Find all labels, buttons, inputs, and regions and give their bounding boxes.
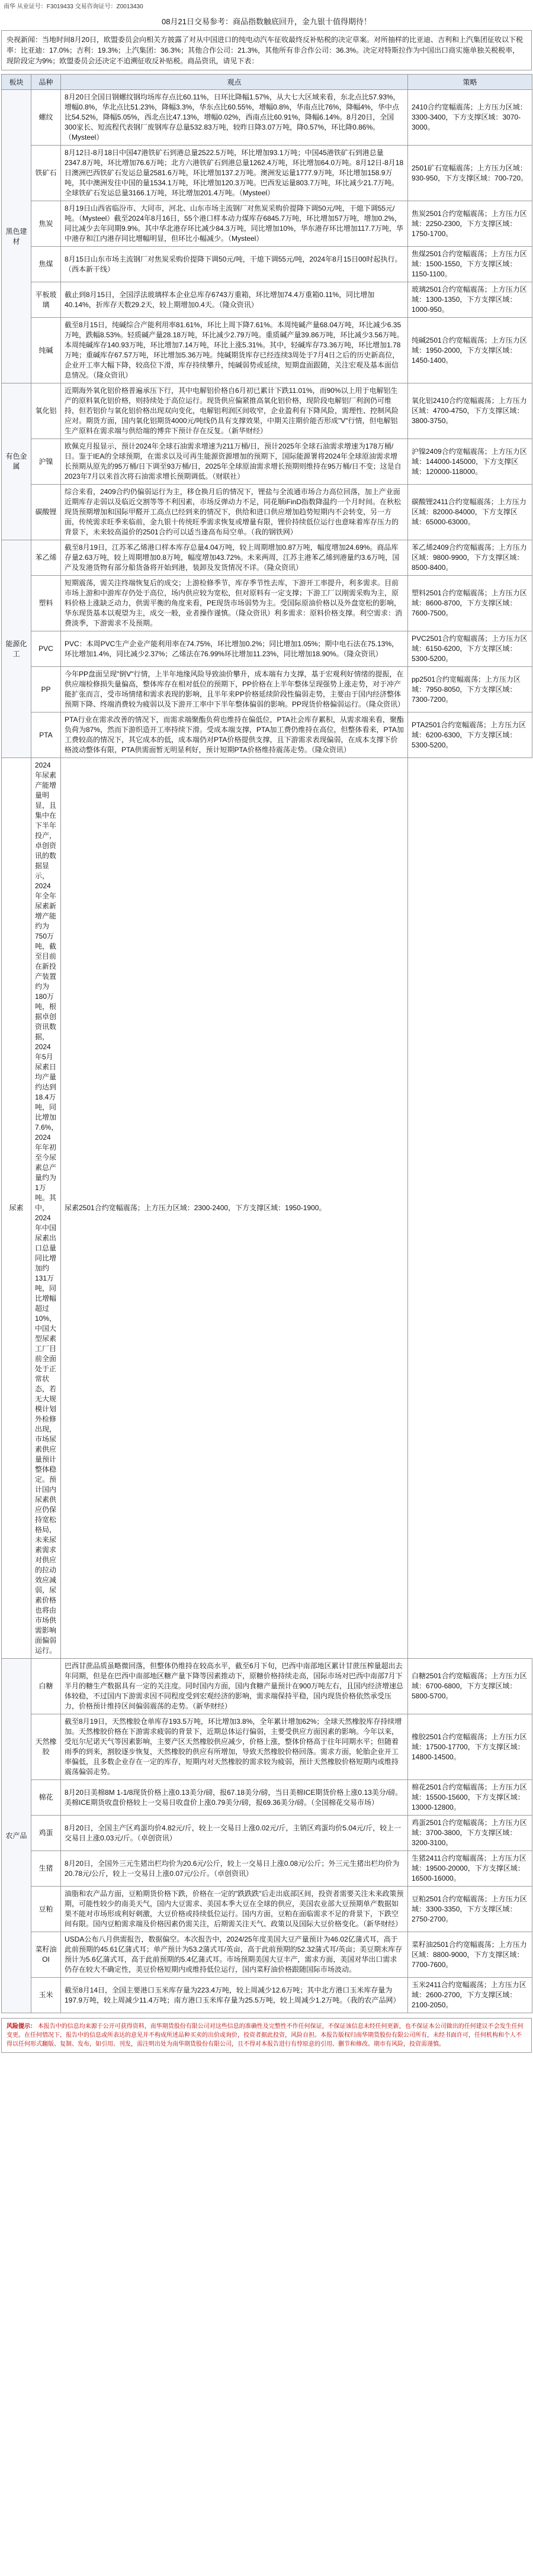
commodity-table <box>1 74 532 2013</box>
observation-cell: PVC：本周PVC生产企业产能利用率在74.75%，环比增加0.2%；同比增加1.05%；期中电石法在75.13%，环比增加1.4%，同比减少2.37%；乙烯法在76.99%环比增加11.23%，同比增加18.90%。（隆众资讯） <box>61 631 408 667</box>
observation-cell: 截至8月14日，全国主要港口玉米库存量为223.4万吨，较上周减少12.6万吨；其中北方港口玉米库存量为197.9万吨，较上周减少11.4万吨；南方港口玉米库存量为25.5万吨，较上周减少1.2万吨。（我的农产品网） <box>61 1978 408 2013</box>
variety-cell: 塑料 <box>31 576 61 631</box>
observation-cell: 油脂和农产品方面，豆粕期货价格下跌，价格在一定的"跌跌跌"后走出底部区间，投资者需要关注未来政策预期，可能性较少的南美天气，国内大豆需求、美国本季大豆在全球的供应，美国农业部大豆预期单产数据如果不能对市场形成利好刺激，大豆价格或持续低位运行。国内方面，豆粕在面临需求不足的背景下，下跌空间有限。国内豆粕需求端及价格因素仍需关注，后期需关注天气、政策以及国际大豆价格变化。（新华财经） <box>61 1887 408 1932</box>
table-row <box>2 1714 532 1780</box>
variety-cell: PTA <box>31 712 61 758</box>
risk-text: 本报告中的信息均来源于公开可获得资料，南华期货股份有限公司对这些信息的准确性及完整性不作任何保证，不保证该信息未经任何更新，也不保证本公司做出的任何建议不会发生任何变更。在任何情况下，报告中的信息或所表达的意见并不构成所述品种买卖的出价或询价，投资者据此投资，风险自担。本报告版权归南华期货股份有限公司所有，未经书面许可，任何机构和个人不得以任何形式翻版、复制、发布，如引用、刊发，需注明出处为南华期货股份有限公司，且不得对本报告进行有悖原意的引用、删节和修改。期市有风险，投资需谨慎。 <box>7 2023 524 2048</box>
table-row <box>2 1659 532 1714</box>
table-row <box>2 667 532 712</box>
company-name: 南华 <box>4 4 15 10</box>
observation-cell: 8月12日-8月18日中国47港铁矿石到港总量2522.5万吨，环比增加93.1万吨；中国45港铁矿石到港总量2347.8万吨，环比增加76.6万吨；北方六港铁矿石到港总量1262.4万吨，环比增加64.0万吨。8月12日-8月18日澳洲巴西铁矿石发运总量2581.6万吨，环比增加137.2万吨。澳洲发运量1777.9万吨，环比增加158.9万吨，其中澳洲发往中国的量1534.1万吨，环比增加120.3万吨。巴西发运量803.7万吨，环比减少21.7万吨。全球铁矿石发运总量3166.1万吨，环比增加201.4万吨。（Mysteel） <box>61 146 408 201</box>
strategy-cell: 沪镍2409合约宽幅震荡；上方压力区域：144000-145000，下方支撑区域：120000-118000。 <box>408 439 532 485</box>
strategy-cell: 豆粕2501合约宽幅震荡；上方压力区域：3300-3350，下方支撑区域：2750-2700。 <box>408 1887 532 1932</box>
sector-cell: 有色金属 <box>2 383 31 540</box>
variety-cell: 玉米 <box>31 1978 61 2013</box>
variety-cell: 生猪 <box>31 1851 61 1887</box>
variety-cell: 白糖 <box>31 1659 61 1714</box>
variety-cell: PVC <box>31 631 61 667</box>
table-row <box>2 247 532 282</box>
header-line <box>0 0 533 13</box>
table-row <box>2 576 532 631</box>
strategy-cell: 2501矿石宽幅震荡；上方压力区域：930-950，下方支撑区域：700-720。 <box>408 146 532 201</box>
strategy-cell: 氧化铝2410合约宽幅震荡；上方压力区域：4700-4750，下方支撑区域：3800-3750。 <box>408 383 532 439</box>
strategy-cell: PVC2501合约宽幅震荡；上方压力区域：6150-6200，下方支撑区域：5300-5200。 <box>408 631 532 667</box>
sector-cell: 黑色建材 <box>2 90 31 383</box>
risk-label: 风险提示： <box>7 2023 36 2030</box>
table-row <box>2 146 532 201</box>
variety-cell: 鸡蛋 <box>31 1816 61 1851</box>
table-row <box>2 1978 532 2013</box>
observation-cell: 短期震荡，需关注终端恢复后的成交；上游检修季节，库存季节性去库，下游开工率提升，利多需求。目前市场上游和中游库存仍处于高位，场内供应较为宽松，但对原料有一定支撑；下游工厂以刚需采购为主，原料价格上涨缺乏动力，供需平衡的角度来看，PE现货市场弱势为主。受国际原油价格以及外盘宽松的影响，华东现货基本以观望为主，成交一般，业者操作谨慎。（隆众资讯）利多需求：原料价格支撑。利空需求：消费淡季，下游需求不及预期。 <box>61 576 408 631</box>
strategy-cell: 橡胶2501合约宽幅震荡；上方压力区域：17500-17700，下方支撑区域：14800-14500。 <box>408 1714 532 1780</box>
table-row <box>2 1887 532 1932</box>
table-row <box>2 201 532 247</box>
observation-cell: 近期海外氧化铝价格普遍承压下行，其中电解铝价格自6月初已累计下跌11.01%，而90%以上用于电解铝生产的原料氧化铝价格，则持续处于高位运行。现货供应偏紧推高氧化铝价格，现阶段电解铝厂利润仍可维持，但若铝价与氧化铝价格出现双向变化，电解铝利润区间收窄，企业盈利有下降风险，需理性、控制风险应对。期货方面，国内氧化铝期货4000元/吨线仍具有支撑效果，中期关注期价能否形成"V"行情，但电解铝生产原料在需求端与供给端的博弈下预计存在反复。（新华财经） <box>61 383 408 439</box>
strategy-cell: 白糖2501合约宽幅震荡；上方压力区域：6700-6800，下方支撑区域：5800-5700。 <box>408 1659 532 1714</box>
variety-cell: 碳酸锂 <box>31 485 61 540</box>
variety-cell: 纯碱 <box>31 318 61 383</box>
variety-cell: 焦炭 <box>31 201 61 247</box>
strategy-cell: 玻璃2501合约宽幅震荡；上方压力区域：1300-1350，下方支撑区域：1000-950。 <box>408 282 532 318</box>
sector-cell: 能源化工 <box>2 540 31 758</box>
sector-cell: 农产品 <box>2 1659 31 2013</box>
strategy-cell: 生猪2411合约宽幅震荡；上方压力区域：19500-20000，下方支撑区域：16500-16000。 <box>408 1851 532 1887</box>
strategy-cell: 纯碱2501合约宽幅震荡；上方压力区域：1950-2000，下方支撑区域：1450-1400。 <box>408 318 532 383</box>
table-header-row <box>2 75 532 90</box>
observation-cell: 截至8月19日，天然橡胶仓单库存193.5万吨，环比增加3.8%，全年累计增加62%；全球天然橡胶库存持续增加。天然橡胶价格在下游需求疲弱的背景下，近期总体运行偏弱，主要受供应方面因素的影响。今年以来，受厄尔尼诺天气等因素影响，主要产区天然橡胶供应减少，价格上涨，整体价格高于往年同期水平；但随着雨季的到来，割胶逐步恢复，天然橡胶的供应有所增加，导致天然橡胶价格回落。需求方面，轮胎企业开工率偏低，且多数企业存在一定的库存，短期内对天然橡胶的需求较为疲弱，预计天然橡胶价格短期内或维持震荡偏弱走势。 <box>61 1714 408 1780</box>
observation-cell: 8月20日美棉8M 1-1/8现货价格上涨0.13美分/磅，报67.18美分/磅，当日美棉ICE期货价格上涨0.13美分/磅。美棉ICE期货收盘价格较上一交易日收盘价上涨0.79美分/磅，报69.36美分/磅。（全国棉花交易市场） <box>61 1780 408 1816</box>
variety-cell: 棉花 <box>31 1780 61 1816</box>
license-number: 从业证号：F3019433 <box>17 4 73 10</box>
table-row <box>2 1851 532 1887</box>
table-row <box>2 758 532 1659</box>
advisor-number: 交易咨询证号：Z0013430 <box>75 4 143 10</box>
variety-cell: 尿素 <box>2 758 31 1659</box>
observation-cell: 2024年尿素产能增量明显，且集中在下半年投产，卓创资讯的数据显示，2024年全年尿素新增产能约为750万吨，截至目前在新投产装置约为180万吨，根据卓创资讯数据，2024年5月尿素日均产量约达到18.4万吨，同比增加7.6%，2024年年初至今尿素总产量约为1万吨。其中，2024年中国尿素出口总量同比增加约131万吨，同比增幅超过10%，中国大型尿素工厂目前全面处于正常状态，若无大规模计划外检修出现，市场尿素供应量预计整体稳定。预计国内尿素供应仍保持宽松格局，未来尿素需求对供应的拉动效应减弱，尿素价格也将由市场供需影响面偏弱运行。 <box>31 758 61 1659</box>
variety-cell: 氧化铝 <box>31 383 61 439</box>
intro-paragraph: 央视新闻：当地时间8月20日，欧盟委员会向相关方披露了对从中国进口的纯电动汽车征收最终反补贴税的决定草案。对所抽样的比亚迪、吉利和上汽集团征收以下税率：比亚迪：17.0%；吉利：19.3%；上汽集团：36.3%；其他合作公司：21.3%，其他所有非合作公司：36.3%。决定对特斯拉作为中国出口商实施单独关税税率，现阶段定为9%；欧盟委员会还决定不追溯征收反补贴税。商品资讯，请见下表： <box>1 30 532 70</box>
header-observation: 观点 <box>61 75 408 90</box>
table-row <box>2 485 532 540</box>
risk-disclaimer <box>1 2018 532 2053</box>
variety-cell: 焦煤 <box>31 247 61 282</box>
strategy-cell: 苯乙烯2409合约宽幅震荡；上方压力区域：9800-9900，下方支撑区域：8500-8400。 <box>408 540 532 576</box>
observation-cell: 欧佩克月报显示，预计2024年全球石油需求增速为211万桶/日，预计2025年全球石油需求增速为178万桶/日。鉴于IEA的全球预期，在需求以及可再生能源资源增加的预期下，国际能源署将2024年全球原油需求增长预期从原先的95万桶/日下调至93万桶/日，2025年全球原油需求增长预期则维持在95万桶/日不变；这是自2023年7月以来首次将石油需求增长预期调低。（财联社） <box>61 439 408 485</box>
strategy-cell: 焦炭2501合约宽幅震荡；上方压力区域：2250-2300，下方支撑区域：1750-1700。 <box>408 201 532 247</box>
strategy-cell: 棉花2501合约宽幅震荡；上方压力区域：15500-15600，下方支撑区域：13000-12800。 <box>408 1780 532 1816</box>
observation-cell: PTA行业在需求改善的情况下，而需求端聚酯负荷也维持在偏低位，PTA社会库存累积，从需求端来看，聚酯负荷为87%，然而下游织造开工率持续下滑。受成本端支撑，PTA加工费仍维持在高位，但整体看来，PTA加工费较高的情况下，其它成本的低，成本端仍对PTA价格提供支撑，且下游需求表现偏弱，在成本支撑下价格波动整体有限，PTA供需面暂无明显利好，预计短期PTA价格维持震荡走势。（隆众资讯） <box>61 712 408 758</box>
variety-cell: 平板玻璃 <box>31 282 61 318</box>
observation-cell: 巴西甘蔗品质虽略微回落，但整体仍维持在较高水平，截至6月下旬，巴西中南部地区累计甘蔗压榨量超出去年同期，但是在巴西中南部地区糖产量下降等因素推动下，原糖价格持续走高，国际市场对巴西中南部7月下半月的糖生产数据具有一定的关注度。同时国内方面，国内食糖产量预计在900万吨左右，且国内经济增速总体较稳，不过国内下游需求因不同程度受到宏观经济的影响，需求端保持平稳，国内现货价格依然承受压力，价格预计维持区间偏弱震荡的走势。（新华财经） <box>61 1659 408 1714</box>
variety-cell: PP <box>31 667 61 712</box>
observation-cell: 8月20日，全国外三元生猪出栏均价为20.6元/公斤，较上一交易日上涨0.08元/公斤；外三元生猪出栏均价为20.78元/公斤，较上一交易日上涨0.07元/公斤。（卓创资讯） <box>61 1851 408 1887</box>
observation-cell: 截至8月15日，纯碱综合产能利用率81.61%，环比上周下降7.61%。本周纯碱产量68.04万吨，环比减少6.35万吨，跌幅8.53%。轻质碱产量28.18万吨，环比减少2.79万吨。重质碱产量39.86万吨，环比减少3.56万吨。本周纯碱库存140.93万吨，环比增加7.14万吨，环比上涨5.31%。其中，轻碱库存73.36万吨，环比增加1.78万吨；重碱库存67.57万吨，环比增加5.36万吨。纯碱期货库存已经连续3周处于7月4日之后的历史新高位，企业开工率大幅下降，较高位下滑，库存持续攀升，纯碱弱势或延续，短期盘面跟随，关注宏观及基本面信息情况。（隆众资讯） <box>61 318 408 383</box>
header-strategy: 策略 <box>408 75 532 90</box>
strategy-cell: 鸡蛋2501合约宽幅震荡；上方压力区域：3700-3800，下方支撑区域：3200-3100。 <box>408 1816 532 1851</box>
strategy-cell: 菜籽油2501合约宽幅震荡；上方压力区域：8800-9000，下方支撑区域：7700-7600。 <box>408 1932 532 1978</box>
observation-cell: 截止到8月15日，全国浮法玻璃样本企业总库存6743万重箱，环比增加74.4万重箱0.11%，同比增加40.14%，折库存天数29.2天，较上期增加0.4天。（隆众资讯） <box>61 282 408 318</box>
table-row <box>2 90 532 146</box>
table-row <box>2 631 532 667</box>
observation-cell: USDA公布八月供需报告，数据偏空。本次报告中，2024/25年度美国大豆产量预计为46.02亿蒲式耳，高于此前预期的45.61亿蒲式耳；单产预计为53.2蒲式耳/英亩，高于此前预期的52.32蒲式耳/英亩；美豆期末库存预计为5.6亿蒲式耳，高于此前预期的5.4亿蒲式耳。市场预期美国大豆丰产，需求方面，美国对华出口需求仍存在较大不确定性，美豆价格短期内或维持低位运行，国内菜籽油价格跟随国际市场波动。 <box>61 1932 408 1978</box>
strategy-cell: 焦煤2501合约宽幅震荡；上方压力区域：1500-1550，下方支撑区域：1150-1100。 <box>408 247 532 282</box>
report-headline: 08月21日交易参考：商品指数触底回升，金九银十值得期待！ <box>162 17 371 26</box>
observation-cell: 8月15日山东市场主流钢厂对焦炭采购价提降下调50元/吨，干熄下调55元/吨，2024年8月15日00时起执行。（西本新干线） <box>61 247 408 282</box>
variety-cell: 菜籽油OI <box>31 1932 61 1978</box>
observation-cell: 8月19日山西省临汾市、大同市，河北、山东市场主流钢厂对焦炭采购价提降下调50元/吨，干熄下调55元/吨。（Mysteel）截至2024年8月16日，55个港口样本动力煤库存6845.7万吨，环比增加57万吨，增加0.2%，同比减少去年同期9.9%。其中华北港存环比减少84.3万吨，同比增加10%，华东港存环比增加117.7万吨，华中港存和江内港存同比增幅明显，但环比小幅减少。（Mysteel） <box>61 201 408 247</box>
strategy-cell: 玉米2411合约宽幅震荡；上方压力区域：2600-2700，下方支撑区域：2100-2050。 <box>408 1978 532 2013</box>
strategy-cell: 塑料2501合约宽幅震荡；上方压力区域：8600-8700，下方支撑区域：7600-7500。 <box>408 576 532 631</box>
table-row <box>2 383 532 439</box>
observation-cell: 今年PP盘面呈现"倒V"行情，上半年地缘风险导致油价攀升，成本端有力支撑，基于宏观利好情绪的提振，在供应端检修损失量偏高，整体库存在相对低位的预期下，PP价格在上半年整体呈现强势上涨走势，对于冲产能扩张而言，受市场情绪和需求表现的影响，且半年来PP价格延续阶段性偏弱走势，主要由于国内经济整体预期下降、终端消费较为疲弱以及下游开工率中下半年整体偏弱的影响。PP现货价格偏弱运行。（隆众资讯） <box>61 667 408 712</box>
variety-cell: 豆粕 <box>31 1887 61 1932</box>
header-sector: 板块 <box>2 75 31 90</box>
strategy-cell: PTA2501合约宽幅震荡；上方压力区域：6200-6300，下方支撑区域：5300-5200。 <box>408 712 532 758</box>
table-row <box>2 540 532 576</box>
observation-cell: 8月20日全国日钢螺纹钢均场库存点比60.11%，日环比降幅1.57%，从大七大区域来看，东北点比57.93%，增幅0.8%，华北点比51.23%，降幅3.3%，华东点比60.55%，增幅0.8%，华南点比76%，降幅4%，华中点比54.52%，降幅5.05%，西北点比47.13%，增幅0.02%，西南点比60.91%，降幅6.14%。8月20日，全国300家长、短流程代表钢厂废钢库存总量532.83万吨，较昨日降3.07万吨，降0.57%，环比降0.86%。（Mysteel） <box>61 90 408 146</box>
table-row <box>2 439 532 485</box>
observation-cell: 综合来看，2409合约仍偏弱运行为主，移仓换月后的情况下，锂盐与全流通市场合力高位回落，加上产业面近期库存走弱以及临近交割等等不利因素，市场反弹动力不足，同花顺iFinD指数降温约一个月时间。在秋松现货预期增加和国际甲醛开工高点已经到来的情况下，供给和进口供应增加趋势短期内不会转变，另一方面，传统需求旺季来临前，金九银十传统旺季需求恢复或增量有限，锂价持续低位运行也意味着库存压力的背景下，未来较高溢价的2501合约可以适当逢高布局空单。（我的钢铁网） <box>61 485 408 540</box>
strategy-cell: pp2501合约宽幅震荡；上方压力区域：7950-8050，下方支撑区域：7300-7200。 <box>408 667 532 712</box>
variety-cell: 天然橡胶 <box>31 1714 61 1780</box>
table-row <box>2 712 532 758</box>
table-row <box>2 1780 532 1816</box>
table-body <box>2 90 532 2013</box>
observation-cell: 8月20日，全国主产区鸡蛋均价4.82元/斤，较上一交易日上涨0.02元/斤，主销区鸡蛋均价5.04元/斤，较上一交易日上涨0.03元/斤。（卓创资讯） <box>61 1816 408 1851</box>
table-row <box>2 282 532 318</box>
variety-cell: 苯乙烯 <box>31 540 61 576</box>
observation-cell: 截至8月19日，江苏苯乙烯港口样本库存总量4.04万吨，较上周期增加0.87万吨，幅度增加24.69%。商品库存量2.63万吨，较上周期增加0.8万吨，幅度增加43.72%。未来两周，江苏主港苯乙烯到港量约3.6万吨，国产及发港货物有部分船货备将开始到港，装卸及发货情况不详。（隆众资讯） <box>61 540 408 576</box>
strategy-cell: 2410合约宽幅震荡；上方压力区域：3300-3400，下方支撑区域：3070-3000。 <box>408 90 532 146</box>
table-row <box>2 318 532 383</box>
variety-cell: 沪镍 <box>31 439 61 485</box>
table-row <box>2 1816 532 1851</box>
table-row <box>2 1932 532 1978</box>
strategy-cell: 碳酸锂2411合约宽幅震荡；上方压力区域：82000-84000，下方支撑区域：65000-63000。 <box>408 485 532 540</box>
variety-cell: 铁矿石 <box>31 146 61 201</box>
strategy-cell: 尿素2501合约宽幅震荡；上方压力区域：2300-2400，下方支撑区域：1950-1900。 <box>61 758 408 1659</box>
variety-cell: 螺纹 <box>31 90 61 146</box>
header-variety: 品种 <box>31 75 61 90</box>
